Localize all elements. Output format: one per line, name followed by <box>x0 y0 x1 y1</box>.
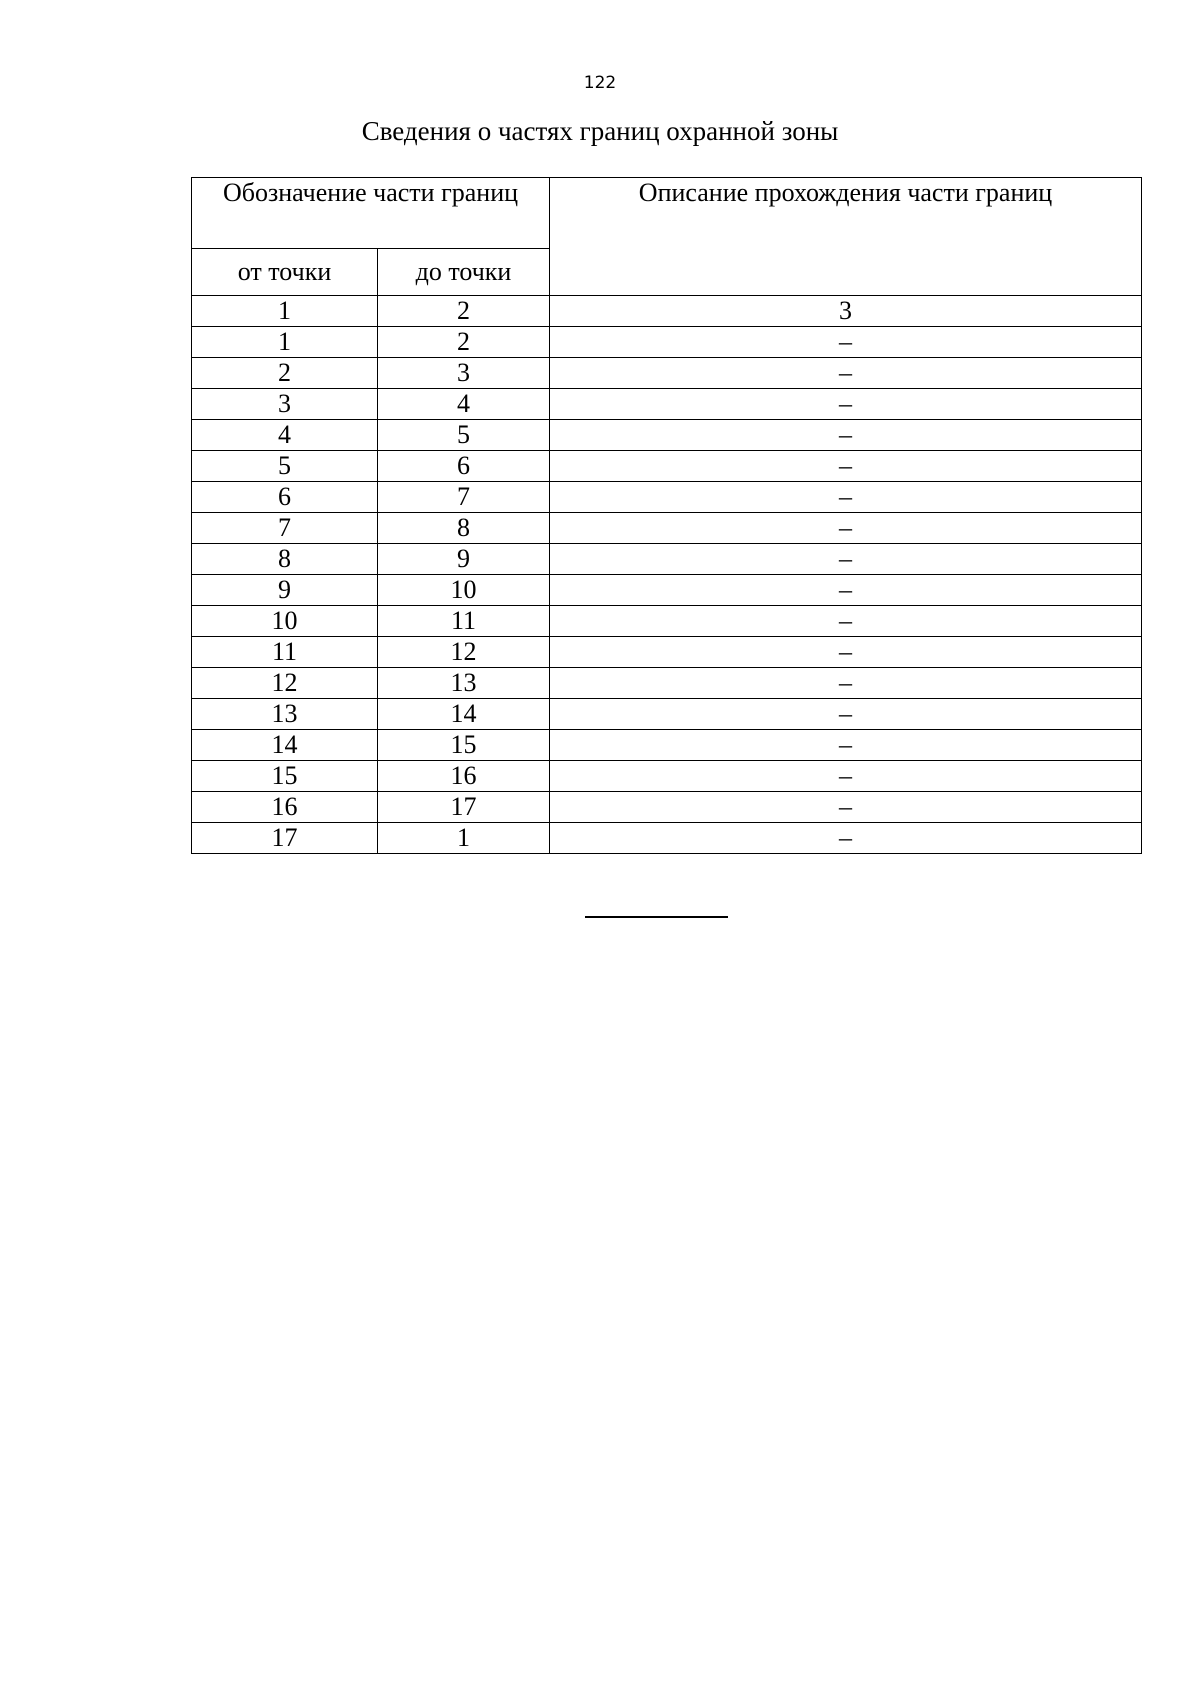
cell-to-point: 14 <box>378 699 550 730</box>
cell-from-point: 17 <box>192 823 378 854</box>
column-number-3: 3 <box>550 296 1142 327</box>
cell-from-point: 11 <box>192 637 378 668</box>
cell-description: – <box>550 451 1142 482</box>
table-row <box>192 699 1142 730</box>
table-row <box>192 327 1142 358</box>
table-row <box>192 451 1142 482</box>
cell-to-point: 6 <box>378 451 550 482</box>
header-boundary-designation: Обозначение части границ <box>192 178 550 249</box>
cell-description: – <box>550 575 1142 606</box>
cell-to-point: 11 <box>378 606 550 637</box>
column-number-1: 1 <box>192 296 378 327</box>
header-from-point: от точки <box>192 249 378 296</box>
cell-to-point: 8 <box>378 513 550 544</box>
cell-to-point: 17 <box>378 792 550 823</box>
cell-description: – <box>550 513 1142 544</box>
cell-description: – <box>550 420 1142 451</box>
cell-from-point: 15 <box>192 761 378 792</box>
cell-description: – <box>550 823 1142 854</box>
table-row <box>192 575 1142 606</box>
table-row <box>192 730 1142 761</box>
cell-from-point: 3 <box>192 389 378 420</box>
cell-description: – <box>550 730 1142 761</box>
table-row <box>192 358 1142 389</box>
cell-to-point: 13 <box>378 668 550 699</box>
cell-description: – <box>550 606 1142 637</box>
table-body <box>192 296 1142 854</box>
cell-from-point: 7 <box>192 513 378 544</box>
cell-description: – <box>550 668 1142 699</box>
cell-from-point: 4 <box>192 420 378 451</box>
column-number-2: 2 <box>378 296 550 327</box>
cell-from-point: 1 <box>192 327 378 358</box>
cell-to-point: 1 <box>378 823 550 854</box>
cell-to-point: 15 <box>378 730 550 761</box>
cell-to-point: 3 <box>378 358 550 389</box>
table-row <box>192 823 1142 854</box>
table-row <box>192 668 1142 699</box>
header-boundary-description: Описание прохождения части границ <box>550 178 1142 296</box>
table-row <box>192 792 1142 823</box>
table-row <box>192 637 1142 668</box>
page-number: 122 <box>583 73 617 93</box>
cell-description: – <box>550 699 1142 730</box>
table-row <box>192 420 1142 451</box>
boundary-parts-table <box>191 177 1142 854</box>
column-number-row <box>192 296 1142 327</box>
cell-description: – <box>550 389 1142 420</box>
cell-from-point: 10 <box>192 606 378 637</box>
cell-from-point: 6 <box>192 482 378 513</box>
end-rule-divider <box>585 916 728 918</box>
cell-from-point: 9 <box>192 575 378 606</box>
table-row <box>192 606 1142 637</box>
cell-to-point: 5 <box>378 420 550 451</box>
cell-from-point: 5 <box>192 451 378 482</box>
cell-description: – <box>550 544 1142 575</box>
table-row <box>192 389 1142 420</box>
cell-description: – <box>550 482 1142 513</box>
cell-from-point: 14 <box>192 730 378 761</box>
table-row <box>192 544 1142 575</box>
cell-description: – <box>550 637 1142 668</box>
cell-to-point: 10 <box>378 575 550 606</box>
header-to-point: до точки <box>378 249 550 296</box>
cell-to-point: 9 <box>378 544 550 575</box>
cell-description: – <box>550 327 1142 358</box>
cell-from-point: 16 <box>192 792 378 823</box>
table-row <box>192 513 1142 544</box>
cell-description: – <box>550 792 1142 823</box>
table-row <box>192 482 1142 513</box>
cell-description: – <box>550 358 1142 389</box>
cell-description: – <box>550 761 1142 792</box>
cell-to-point: 16 <box>378 761 550 792</box>
cell-from-point: 8 <box>192 544 378 575</box>
cell-to-point: 7 <box>378 482 550 513</box>
table-row <box>192 761 1142 792</box>
cell-from-point: 2 <box>192 358 378 389</box>
cell-from-point: 13 <box>192 699 378 730</box>
page-title: Сведения о частях границ охранной зоны <box>361 116 839 146</box>
cell-to-point: 2 <box>378 327 550 358</box>
cell-to-point: 12 <box>378 637 550 668</box>
cell-from-point: 12 <box>192 668 378 699</box>
cell-to-point: 4 <box>378 389 550 420</box>
